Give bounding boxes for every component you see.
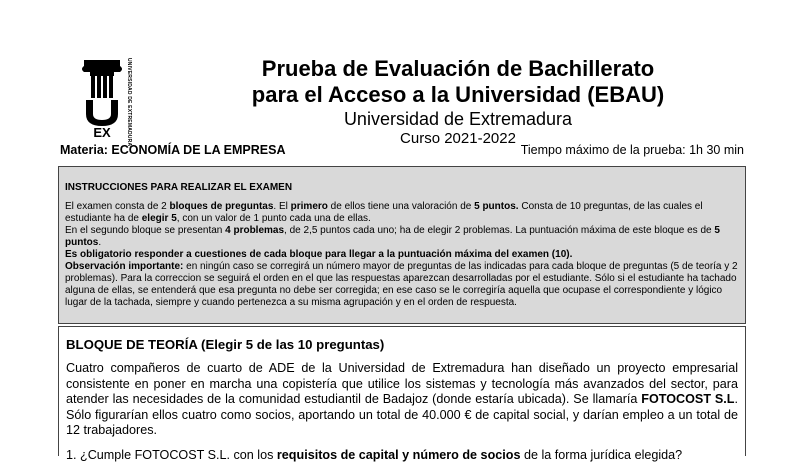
instructions-paragraph-2: En el segundo bloque se presentan 4 problemas, de 2,5 puntos cada uno; ha de elegir 2 problemas. La puntuación máxima de este bloque es de 5 puntos. — [65, 225, 739, 249]
theory-block — [58, 326, 746, 456]
university-name: Universidad de Extremadura — [200, 109, 716, 130]
course-year: Curso 2021-2022 — [200, 130, 716, 147]
time-limit: Tiempo máximo de la prueba: 1h 30 min — [521, 143, 744, 157]
title-line-1: Prueba de Evaluación de Bachillerato — [200, 56, 716, 82]
logo-letters: EX — [93, 125, 111, 138]
instructions-paragraph-3: Es obligatorio responder a cuestiones de cada bloque para llegar a la puntuación máxima del examen (10). — [65, 249, 739, 261]
logo-vertical-text — [124, 58, 134, 130]
title-line-2: para el Acceso a la Universidad (EBAU) — [200, 82, 716, 108]
case-paragraph: Cuatro compañeros de cuarto de ADE de la Universidad de Extremadura han diseñado un proyecto empresarial consistente en poner en marcha una copistería que utilice los sistemas y tecnología más avanzados del sector, para atender las necesidades de la comunidad estudiantil de Badajoz (donde estaría ubicada). Se llamaría FOTOCOST S.L. Sólo figurarían ellos cuatro como socios, aportando un total de 40.000 € de capital social, y darían empleo a un total de 12 trabajadores. — [66, 361, 738, 439]
logo-vertical-label: UNIVERSIDAD DE EXTREMADURA — [126, 58, 132, 146]
section-title: BLOQUE DE TEORÍA (Elegir 5 de las 10 preguntas) — [66, 337, 738, 352]
instructions-box — [58, 166, 746, 324]
instructions-paragraph-1: El examen consta de 2 bloques de preguntas. El primero de ellos tiene una valoración de 5 puntos. Consta de 10 preguntas, de las cuales el estudiante ha de elegir 5, con un valor de 1 punto cada una de ellas. — [65, 201, 739, 225]
instructions-observation: Observación importante: en ningún caso se corregirá un número mayor de preguntas de las indicadas para cada bloque de preguntas (5 de teoría y 2 problemas). Para la correccion se seguirá el orden en el que las respuestas aparezcan desarrolladas por el estudiante. Sólo si el estudiante ha tachado alguna de ellas, se entenderá que esa pregunta no debe ser corregida; en ese caso se le corregiría aquella que ocupase el correspondiente y lógico lugar de la tachada, siempre y cuando pertenezca a su misma agrupación y en el orden de respuesta. — [65, 261, 739, 309]
question-1: 1. ¿Cumple FOTOCOST S.L. con los requisitos de capital y número de socios de la forma jurídica elegida? — [66, 448, 738, 463]
instructions-heading: INSTRUCCIONES PARA REALIZAR EL EXAMEN — [65, 182, 739, 194]
document-header — [200, 56, 716, 147]
subject-label: Materia: ECONOMÍA DE LA EMPRESA — [60, 143, 286, 157]
